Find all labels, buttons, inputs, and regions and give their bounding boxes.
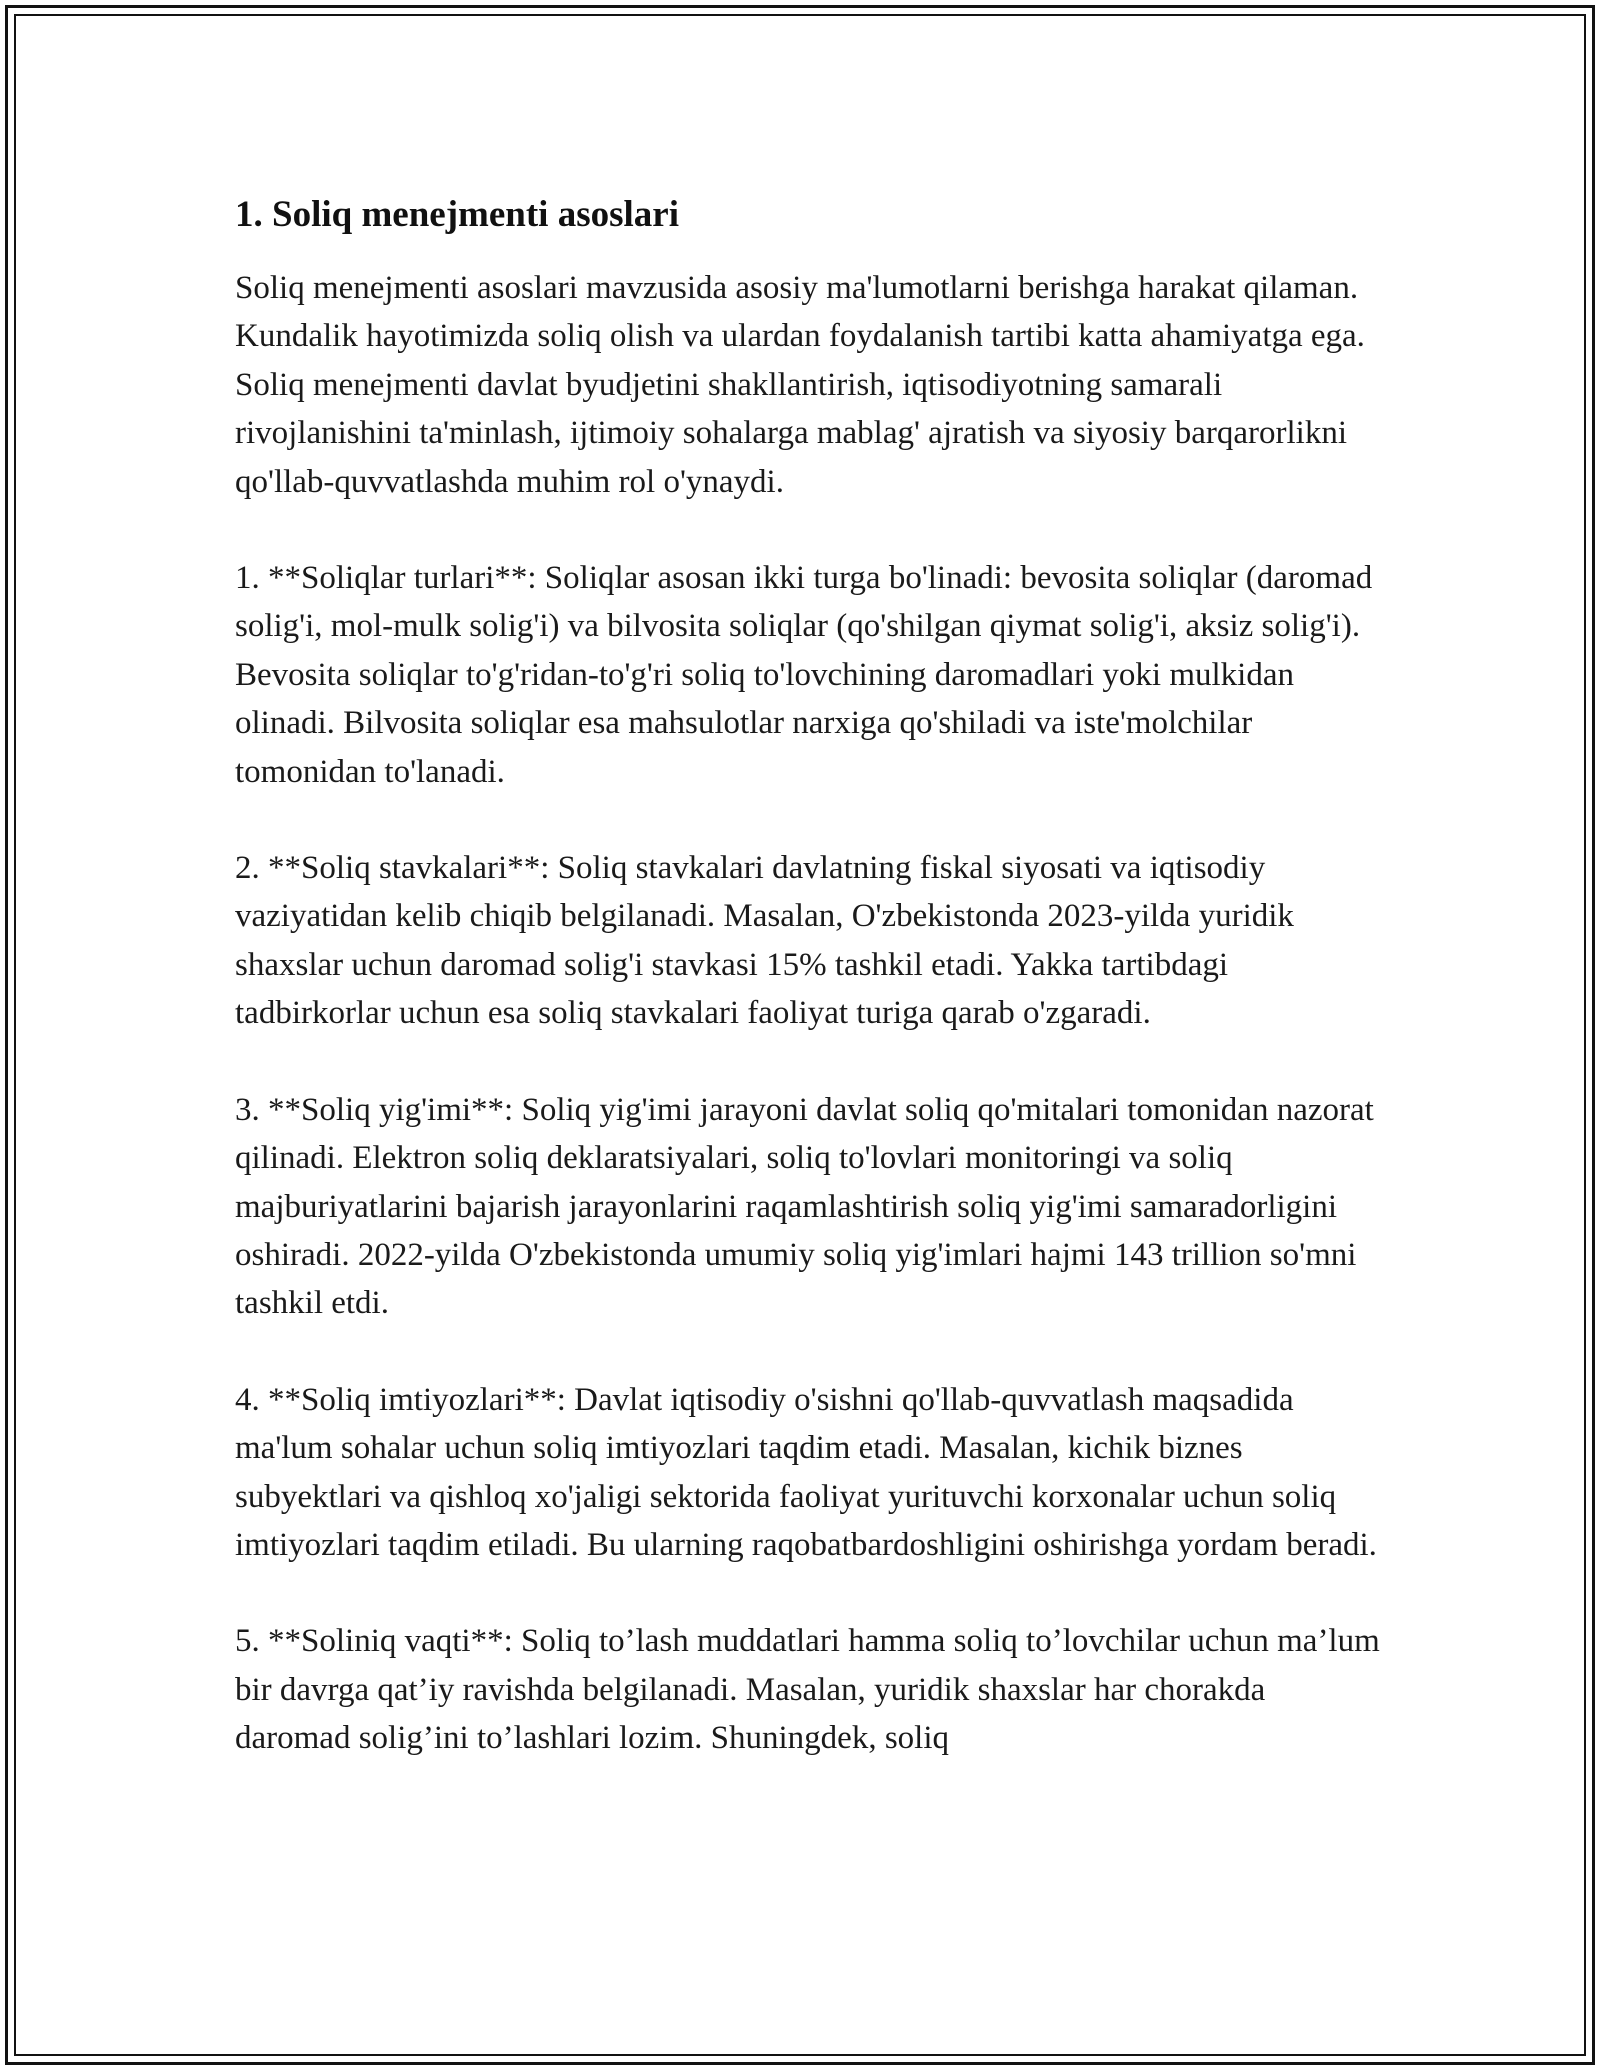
paragraph-tax-timing: 5. **Soliniq vaqti**: Soliq to’lash muddatlari hamma soliq to’lovchilar uchun ma’lum bir davrga qat’iy ravishda belgilanadi. Masalan, yuridik shaxslar har chorakda daromad solig’ini to’lashlari lozim. Shuningdek, soliq [235, 1623, 1380, 1757]
document-body [235, 186, 1385, 1811]
intro-paragraph: Soliq menejmenti asoslari mavzusida asosiy ma'lumotlarni berishga harakat qilaman. Kundalik hayotimizda soliq olish va ulardan foydalanish tartibi katta ahamiyatga ega. Soliq menejmenti davlat byudjetini shakllantirish, iqtisodiyotning samarali rivojlanishini ta'minlash, ijtimoiy sohalarga mablag' ajratish va siyosiy barqarorlikni qo'llab-quvvatlashda muhim rol o'ynaydi. [235, 270, 1365, 500]
section-heading: 1. Soliq menejmenti asoslari [235, 194, 679, 235]
paragraph-tax-benefits: 4. **Soliq imtiyozlari**: Davlat iqtisodiy o'sishni qo'llab-quvvatlash maqsadida ma'lum sohalar uchun soliq imtiyozlari taqdim etadi. Masalan, kichik biznes subyektlari va qishloq xo'jaligi sektorida faoliyat yurituvchi korxonalar uchun soliq imtiyozlari taqdim etiladi. Bu ularning raqobatbardoshligini oshirishga yordam beradi. [235, 1381, 1377, 1563]
paragraph-tax-types: 1. **Soliqlar turlari**: Soliqlar asosan ikki turga bo'linadi: bevosita soliqlar (daromad solig'i, mol-mulk solig'i) va bilvosita soliqlar (qo'shilgan qiymat solig'i, aksiz solig'i). Bevosita soliqlar to'g'ridan-to'g'ri soliq to'lovchining daromadlari yoki mulkidan olinadi. Bilvosita soliqlar esa mahsulotlar narxiga qo'shiladi va iste'molchilar tomonidan to'lanadi. [235, 560, 1373, 790]
paragraph-tax-rates: 2. **Soliq stavkalari**: Soliq stavkalari davlatning fiskal siyosati va iqtisodiy vaziyatidan kelib chiqib belgilanadi. Masalan, O'zbekistonda 2023-yilda yuridik shaxslar uchun daromad solig'i stavkasi 15% tashkil etadi. Yakka tartibdagi tadbirkorlar uchun esa soliq stavkalari faoliyat turiga qarab o'zgaradi. [235, 850, 1294, 1032]
paragraph-tax-collection: 3. **Soliq yig'imi**: Soliq yig'imi jarayoni davlat soliq qo'mitalari tomonidan nazorat qilinadi. Elektron soliq deklaratsiyalari, soliq to'lovlari monitoringi va soliq majburiyatlarini bajarish jarayonlarini raqamlashtirish soliq yig'imi samaradorligini oshiradi. 2022-yilda O'zbekistonda umumiy soliq yig'imlari hajmi 143 trillion so'mni tashkil etdi. [235, 1091, 1374, 1322]
